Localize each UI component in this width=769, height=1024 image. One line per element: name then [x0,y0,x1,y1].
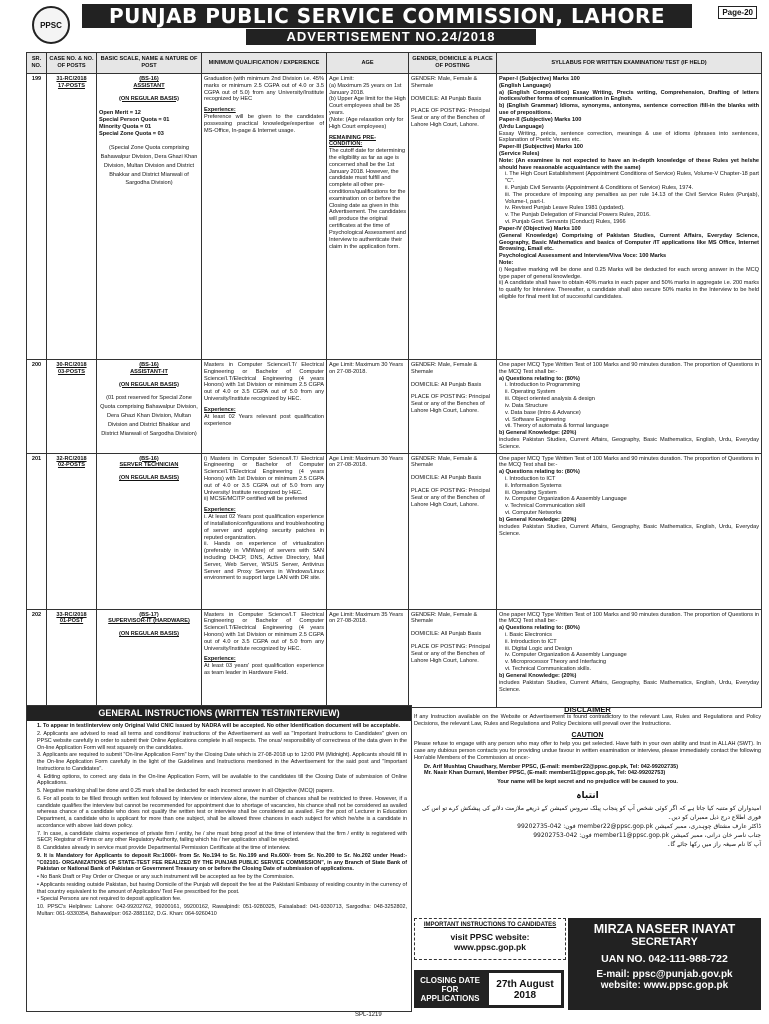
instruction-item: 6. For all posts to be filled through written test followed by interview or interview alone, the number of chances shall be restricted to three. However, if a candidate qualifies the interview but cannot be recommended for appointment due to shortage of vacancies, his chance shall not be considered as availed whereas chance of a candidate who does not qualify the written test or interview shall be considered as availed. For the post of Lecturer in Education Department, a candidate who is applicant for more than one subject, shall be allowed three chances in each subject for which he/she is a candidate in accordance with above laid down policy. [37,795,407,829]
post-name: SERVER TECHNICIAN [119,462,179,469]
member-contact: Dr. Arif Mushtaq Chaudhary, Member PPSC, (E-mail: member22@ppsc.gop.pk, Tel: 042-99202735) [424,763,679,770]
col-header: SYLLABUS FOR WRITTEN EXAMINATION/ TEST (IF HELD) [497,53,762,74]
qualification-text: i) Masters in Computer Science/I.T/ Electrical Engineering or Bachelor of Computer Science/I.T/Electrical Engineering (4 years Honors) with 1st Division or minimum 2.5 CGPA out of 4.0 or 3.5 CGPA out of 5.0 from any University/ Institute recognized by HEC. ii) MCSE/MCITP certified will be preferred [204,455,324,503]
case-cell [47,360,97,454]
posts-count: 01-POST [59,618,84,625]
general-instructions [26,705,412,1012]
col-header: BASIC SCALE, NAME & NATURE OF POST [97,53,202,74]
post-basis: (ON REGULAR BASIS) [119,95,179,102]
instruction-item: 2. Applicants are advised to read all terms and conditions/ instructions of the Advertisement as well as "Important Instructions to Candidates" given on PPSC website carefully in order to submit their Online Applications complete in all respects. The onus/ responsibility of correctness of the data given in the On-line Application Form will rest squarely on the candidates. [37,731,407,751]
serial-number: 199 [31,76,42,82]
posts-count: 02-POSTS [57,462,86,469]
experience-text: At least 02 Years relevant post qualification experience [204,413,324,427]
advertisement-number: ADVERTISEMENT NO.24/2018 [246,29,536,45]
syllabus-line: ii) A candidate shall have to obtain 40% marks in each paper and 50% marks in aggregate i.e. 200 marks to qualify for Interview. Thereafter, a candidate shall also secure 50% marks in the Interview to be held eligible for final merit list of successful candidates. [499,280,759,300]
post-name: ASSISTANT [133,82,165,89]
syllabus-line: vi. Software Engineering [505,416,566,423]
urdu-title: انتباہ [576,791,599,802]
qualification-cell [202,609,327,707]
experience-title: Experience: [204,406,236,413]
serial-number: 202 [31,611,42,618]
syllabus-line: iii. Object oriented analysis & design [505,396,595,403]
instruction-item: 4. Editing options, to correct any data in the On-line Application Form, will be available to the candidates till the Closing Date of submission of Online Applications. [37,773,407,787]
syllabus-line: v. Technical Communication skill [505,503,585,510]
posting-text: PLACE OF POSTING: Principal Seat or any of the Benches of Lahore High Court, Lahore. [411,488,490,508]
advert-code: SPL-1219 [355,1012,382,1018]
post-basis: (ON REGULAR BASIS) [119,381,179,388]
pay-scale: (BS-16) [139,455,159,462]
instruction-item: • No Bank Draft or Pay Order or Cheque or any such instrument will be accepted as fee by the Commission. [37,874,295,880]
instruction-item: 9. It is Mandatory for Applicants to deposit Rs:1000/- from Sr. No.194 to Sr. No.199 and Rs.600/- from Sr. No.200 to Sr. No.202 under Head:-"C02101- ORGANIZATIONS OF STATE-TEST FEE REALIZED BY THE PUNJAB PUBLIC SERVICE COMMISSION", in any Branch of State Bank of Pakistan or National Bank of Pakistan or Government Treasury on or before the Closing Date of submission of applications. [37,852,407,873]
syllabus-line: v. Data base (Intro & Advance) [505,409,581,416]
syllabus-line: iv. Computer Organization & Assembly Language [505,496,627,503]
important-instructions-box [414,918,566,960]
age-cell [327,453,409,609]
syllabus-line: vi. Punjab Govt. Servants (Conduct) Rules, 1966 [505,219,626,226]
syllabus-line: iv. Computer Organization & Assembly Language [505,652,627,659]
gender-text: GENDER: Male, Female & Shemale [411,611,478,625]
case-number: 30-RC/2018 [56,362,87,368]
instruction-item: • Applicants residing outside Pakistan, but having Domicile of the Punjab will deposit the fee at the Pakistani Embassy of residing country in the currency of that country equivalent to the amount of Application/ Test Fee prescribed for the post. [37,881,407,895]
domicile-text: DOMICILE: All Punjab Basis [411,95,482,102]
qualification-cell [202,453,327,609]
syllabus-line: Paper-II (Subjective) Marks 100 [499,116,582,123]
syllabus-line: i. Introduction to ICT [505,476,556,482]
instruction-item: 8. Candidates already in service must provide Departmental Permission Certificate at the time of interview. [37,845,291,851]
precondition-text: The cutoff date for determining the eligibility as far as age is concerned shall be the 1st January 2018. However, the candidate must fulfill and complete all other pre-conditions/qualifications for the examination on or before the Closing date as given in this Advertisement. The candidates will produce the original certificates at the time of Psychological Assessment and Interview to authenticate their claim in the application form. [329,148,407,250]
syllabus-line: Paper-III (Subjective) Marks 100 [499,144,583,151]
page-title: PUNJAB PUBLIC SERVICE COMMISSION, LAHORE [82,4,692,28]
urdu-secret: آپ کا نام صیغہ راز میں رکھا جائے گا۔ [666,840,761,848]
case-cell [47,74,97,360]
experience-title: Experience: [204,507,236,514]
urdu-warning [414,790,761,849]
syllabus-line: One paper MCQ Type Written Test of 100 Marks and 90 minutes duration. The proportion of Questions in the MCQ Test shall be:- [499,455,759,469]
sr-cell [27,74,47,360]
secret-note: Your name will be kept secret and no prejudice will be caused to you. [497,779,678,786]
experience-text: At least 03 years' post qualification experience as team leader in Hardware Field. [204,663,324,677]
posting-text: PLACE OF POSTING: Principal Seat or any of the Benches of Lahore High Court, Lahore. [411,394,490,415]
qualification-text: Masters in Computer Science/I.T Electrical Engineering or Bachelor of Computer Science/I.T/Electrical Engineering (4 years Honors) with 1st Division or minimum 2.5 CGPA out of 4.0 or 3.5 CGPA out of 5.0 from any University/Institute recognized by HEC. [204,611,324,652]
syllabus-line: b) General Knowledge: (20%) [499,672,577,679]
serial-number: 200 [31,362,42,368]
gender-cell [409,453,497,609]
syllabus-line: ii. Introduction to ICT [505,638,557,645]
col-header: AGE [327,53,409,74]
qualification-cell [202,74,327,360]
table-header-row [27,53,762,74]
domicile-text: DOMICILE: All Punjab Basis [411,631,482,638]
age-limit: Age Limit: (a) Maximum 25 years on 1st January 2018. (b) Upper Age limit for the High Court employees shall be 35 years. (Note: (Age relaxation only for High Court employees) [329,76,406,130]
syllabus-line: ii. Punjab Civil Servants (Appointment & Conditions of Service) Rules, 1974. [505,185,694,191]
syllabus-line: iii. The procedure of imposing any penalties as per rule 14.13 of the Civil Service Rules (Punjab), Volume-I, part-I. [505,191,759,205]
experience-text: i. At least 02 Years post qualification experience of installation/configurations and troubleshooting of server and applying security patches in reputed organization. ii. Hands on experience of virtualization (preferably in VMWare) of servers with SAN including DHCP, DNS, Active Directory, Mail Server, Web Server, WSUS Server, Antivirus Server and Proxy Servers in Windows/Linux environment to support large LAN with DR site. [204,514,324,582]
case-cell [47,453,97,609]
domicile-text: DOMICILE: All Punjab Basis [411,381,482,388]
instruction-item: 10. PPSC's Helplines: Lahore: 042-99202762, 99200161, 99200162, Rawalpindi: 051-9280325, Faisalabad: 041-9330713, Sargodha: 048-3252802, Multan: 061-9330354, Bahawalpur: 062-2881162, D.G. Khan: 064-9260410 [37,904,407,917]
member-contact: Mr. Nasir Khan Durrani, Member PPSC, (E-mail: member11@ppsc.gop.pk, Tel: 042-99202753) [424,770,666,777]
case-cell [47,609,97,707]
syllabus-line: Paper-IV (Objective) Marks 100 [499,225,581,232]
closing-date-value: 27th August 2018 [489,973,561,1005]
post-cell [97,74,202,360]
syllabus-line: Psychological Assessment and Interview/Viva Voce: 100 Marks [499,253,667,260]
syllabus-line: a) Questions relating to: (80%) [499,375,580,382]
posting-text: PLACE OF POSTING: Principal Seat or any of the Benches of Lahore High Court, Lahore. [411,644,490,664]
syllabus-line: Paper-I (Subjective) Marks 100 [499,76,580,82]
syllabus-line: i. Basic Electronics [505,632,552,638]
pay-scale: (BS-16) [139,76,159,82]
instruction-item: 5. Negative marking shall be done and 0.25 mark shall be deducted for each incorrect answer in all Objective (MCQ) papers. [37,788,334,794]
sr-cell [27,609,47,707]
ppsc-website-link[interactable]: visit PPSC website: www.ppsc.gop.pk [450,932,530,952]
post-basis: (ON REGULAR BASIS) [119,631,179,638]
gender-text: GENDER: Male, Female & Shemale [411,76,478,89]
syllabus-line: One paper MCQ Type Written Test of 100 Marks and 90 minutes duration. The proportion of Questions in the MCQ Test shall be:- [499,362,759,375]
syllabus-line: vi. Computer Networks [505,510,562,517]
posts-table [26,52,762,708]
syllabus-cell [497,453,762,609]
syllabus-line: (English Language) [499,82,551,89]
caution-text: Please refuse to engage with any person who may offer to help you get selected. Have faith in your own ability and trust in ALLAH (SWT). In case any dubious person contacts you for providing undue favour in written examination or interview, please immediately contact the following Hon'able Members of the Commission at once:- [414,740,761,761]
post-name: ASSISTANT-IT [130,368,168,375]
age-cell [327,360,409,454]
syllabus-line: One paper MCQ Type Written Test of 100 Marks and 90 minutes duration. The proportion of Questions in the MCQ Test shall be:- [499,611,759,625]
instruction-item: 1. To appear in test/interview only Original Valid CNIC issued by NADRA will be accepted. No other Identification document will be acceptable. [37,723,401,730]
posts-count: 03-POSTS [57,368,86,375]
syllabus-line: i. The High Court Establishment (Appointment Conditions of Service) Rules, Volume-V Chapter-18 part "C". [505,171,759,185]
age-cell [327,74,409,360]
col-header: GENDER, DOMICILE & PLACE OF POSTING [409,53,497,74]
gender-cell [409,609,497,707]
experience-title: Experience: [204,656,236,663]
syllabus-line: (Service Rules) [499,150,540,157]
syllabus-line: iv. Revised Punjab Leave Rules 1981 (updated). [505,205,625,212]
col-header: CASE NO. & NO. OF POSTS [47,53,97,74]
secretary-box [568,918,761,1010]
syllabus-line: iv. Data Structure [505,402,548,409]
closing-date-label: CLOSING DATE FOR APPLICATIONS [420,976,480,1003]
disclaimer-title: DISCLAIMER [564,705,611,714]
important-instructions-label: IMPORTANT INSTRUCTIONS TO CANDIDATES [423,922,557,928]
age-limit: Age Limit: Maximum 35 Years on 27-08-2018. [329,611,403,625]
syllabus-line: i) Negative marking will be done and 0.25 Marks will be deducted for each wrong answer in the MCQ type paper of general knowledge. [499,266,759,280]
syllabus-line: (Urdu Language) [499,123,544,130]
qualification-text: Graduation (with minimum 2nd Division i.e. 45% marks or minimum 2.5 CGPA out of 4.0 or 3.5 CGPA out of 5.0) from any University/Institute recognized by HEC [204,76,324,103]
experience-text: Preference will be given to the candidates possessing practical knowledge/expertise of MS-Office, In-page & Internet usage. [204,114,324,134]
sr-cell [27,453,47,609]
instruction-item: • Special Persons are not required to deposit application fee. [37,896,182,903]
quota-note: (01 post reserved for Special Zone Quota comprising Bahawalpur Division, Dera Ghazi Khan Division, Multan Division and District Bhakkar and District Mianwali of Sargodha Division) [100,395,198,438]
age-cell [327,609,409,707]
syllabus-line: v. The Punjab Delegation of Financial Powers Rules, 2016. [505,212,651,219]
qualification-cell [202,360,327,454]
posts-count: 17-POSTS [57,82,86,89]
case-number: 32-RC/2018 [56,455,87,462]
pay-scale: (BS-16) [139,362,159,368]
syllabus-line: iii. Digital Logic and Design [505,645,573,652]
gender-text: GENDER: Male, Female & Shemale [411,455,478,469]
syllabus-line: includes Pakistan Studies, Current Affairs, Geography, Basic Mathematics, English, Urdu, Everyday Science. [499,436,759,450]
syllabus-line: b) General Knowledge: (20%) [499,430,577,437]
sr-cell [27,360,47,454]
domicile-text: DOMICILE: All Punjab Basis [411,475,482,482]
gender-cell [409,74,497,360]
gender-cell [409,360,497,454]
syllabus-line: Note: (An examinee is not expected to have an in-depth knowledge of these Rules yet he/she should have reasonable acquaintance with the same) [499,157,759,171]
post-cell [97,609,202,707]
instruction-item: 7. In case, a candidate claims experience of private firm / entity, he / she must bring proof at the time of interview that the firm / entity is registered with SECP, Registrar of Firms or any other Regulatory Authority, failing which his / her application shall be rejected. [37,830,407,844]
posting-text: PLACE OF POSTING: Principal Seat or any of the Benches of Lahore High Court, Lahore. [411,108,490,129]
quota-breakdown: Open Merit = 12 Special Person Quota = 01 Minority Quota = 01 Special Zone Quota = 03 [99,110,170,137]
secretary-title: SECRETARY [631,936,698,948]
gender-text: GENDER: Male, Female & Shemale [411,362,478,375]
syllabus-line: a) Questions relating to: (80%) [499,625,580,632]
syllabus-line: a) (English Composition) Essay Writing, Precis writing, Comprehension, Drafting of letters /notices/other forms of communication in English. [499,89,759,103]
syllabus-line: b) (English Grammar) Idioms, synonyms, antonyms, sentence correction /fill-in the blanks with use of prepositions. [499,103,759,117]
serial-number: 201 [31,455,42,462]
syllabus-line: vi. Technical Communication skills. [505,666,592,673]
age-limit: Age Limit: Maximum 30 Years on 27-08-2018. [329,362,403,375]
uan-number: UAN NO. 042-111-988-722 [601,953,728,965]
post-name: SUPERVISOR-IT (HARDWARE) [108,618,190,625]
urdu-member: ڈاکٹر عارف مشتاق چوہدری، ممبر کمیشن member22@ppsc.gop.pk فون: 042-99202735 [517,822,761,830]
syllabus-line: includes Pakistan Studies, Current Affairs, Geography, Basic Mathematics, English, Urdu, Everyday Science. [499,679,759,693]
syllabus-line: b) General Knowledge: (20%) [499,516,577,523]
urdu-text: امیدواران کو متنبہ کیا جاتا ہے کہ اگر کوئی شخص آپ کو پنجاب پبلک سروس کمیشن کے ذریعے ملازمت دلانے کی پیشکش کرے تو اس کی فوری اطلاع درج ذیل ممبران کو دیں۔ [421,804,761,821]
table-row [27,360,762,454]
syllabus-line: ii. Information Systems [505,482,562,489]
syllabus-line: a) Questions relating to: (80%) [499,469,580,476]
ppsc-logo-icon: PPSC [32,6,70,44]
age-limit: Age Limit: Maximum 30 Years on 27-08-2018. [329,455,403,469]
website-link[interactable]: website: www.ppsc.gop.pk [600,980,729,991]
disclaimer-text: If any Instruction available on the Website or Advertisement is found contradictory to the relevant Law, Rules and Regulations and Policy Decisions, the relevant Law, Rules and Regulations and Policy Decisions will prevail over the Instructions. [414,714,761,728]
page-number: Page-20 [718,6,757,19]
experience-title: Experience: [204,107,236,114]
secretary-name: MIRZA NASEER INAYAT [593,922,736,936]
post-basis: (ON REGULAR BASIS) [119,475,179,482]
table-row [27,74,762,360]
pay-scale: (BS-17) [139,611,159,618]
col-header: SR. NO. [27,53,47,74]
post-cell [97,453,202,609]
table-row [27,609,762,707]
syllabus-cell [497,360,762,454]
caution-title: CAUTION [571,732,604,740]
closing-date-box [414,970,564,1008]
qualification-text: Masters in Computer Science/I.T/ Electrical Engineering or Bachelor of Computer Science/I.T/Electrical Engineering (4 years Honors) with 1st Division or minimum 2.5 CGPA out of 4.0 or 3.5 CGPA out of 5.0 from any University/Institute recognized by HEC. [204,362,324,403]
general-instructions-title: GENERAL INSTRUCTIONS (WRITTEN TEST/INTERVIEW) [27,706,411,721]
precondition-title: REMAINING PRE-CONDITION: [329,134,376,148]
syllabus-line: v. Microprocessor Theory and Interfacing [505,659,607,666]
syllabus-line: (General Knowledge) Comprising of Pakistan Studies, Current Affairs, Everyday Science, Geography, Basic Mathematics and basics of Computer /IT applications like MS Office, Internet Browsing, Email etc. [499,232,759,253]
quota-note: (Special Zone Quota comprising Bahawalpur Division, Dera Ghazi Khan Division, Multan Division and District Bhakkar and District Mianwali of Sargodha Division) [100,144,198,187]
case-number: 33-RC/2018 [56,611,87,618]
post-cell [97,360,202,454]
syllabus-line: includes Pakistan Studies, Current Affairs, Geography, Basic Mathematics, English, Urdu, Everyday Science. [499,523,759,537]
syllabus-line: vii. Theory of automata & formal language [505,423,609,430]
col-header: MINIMUM QUALIFICATION / EXPERIENCE [202,53,327,74]
page-header [26,4,761,46]
table-row [27,453,762,609]
urdu-member: جناب ناصر خان درانی، ممبر کمیشن member11@ppsc.gop.pk فون: 042-99202753 [533,831,761,839]
syllabus-line: i. Introduction to Programming [505,382,580,389]
syllabus-cell [497,74,762,360]
syllabus-line: Note: [499,259,514,266]
instruction-item: 3. Applicants are required to submit "On-line Application Form" by the Closing Date which is 27-08-2018 up to 12:00 PM (Midnight). Applicants should fill in the On-line Application Form carefully in the light of the Guidelines and Instructions mentioned in the Advertisement for the said post and "Important Instructions to Candidates". [37,752,407,772]
case-number: 31-RC/2018 [56,76,87,82]
syllabus-line: iii. Operating System [505,489,557,496]
general-instructions-list [27,721,411,917]
syllabus-cell [497,609,762,707]
syllabus-line: ii. Operating System [505,389,556,396]
syllabus-line: Essay Writing, précis, sentence correction, meanings & use of idioms /phrases into sentences, Explanation of Poetic Verses etc. [499,130,759,144]
email-address[interactable]: E-mail: ppsc@punjab.gov.pk [596,969,733,980]
